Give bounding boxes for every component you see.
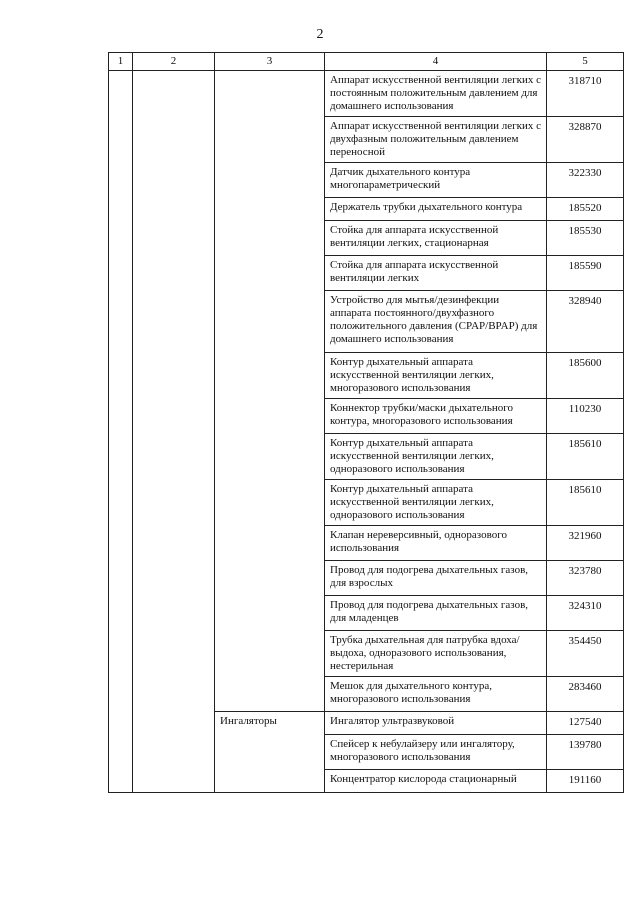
item-name: Контур дыхательный аппарата искусственной вентиляции легких, одноразового использования	[325, 434, 547, 480]
item-name: Провод для подогрева дыхательных газов, для младенцев	[325, 596, 547, 631]
item-code: 139780	[547, 735, 624, 770]
item-code: 321960	[547, 526, 624, 561]
item-code: 185590	[547, 256, 624, 291]
item-code: 185610	[547, 480, 624, 526]
item-name: Ингалятор ультразвуковой	[325, 712, 547, 735]
item-code: 127540	[547, 712, 624, 735]
item-name: Контур дыхательный аппарата искусственной вентиляции легких, многоразового использования	[325, 353, 547, 399]
col-header-2: 2	[133, 53, 215, 71]
item-code: 110230	[547, 399, 624, 434]
item-code: 191160	[547, 770, 624, 793]
item-code: 323780	[547, 561, 624, 596]
col2-cell	[133, 71, 215, 793]
col-header-5: 5	[547, 53, 624, 71]
item-code: 328870	[547, 117, 624, 163]
item-code: 185520	[547, 198, 624, 221]
device-table	[108, 52, 624, 793]
item-name: Провод для подогрева дыхательных газов, для взрослых	[325, 561, 547, 596]
item-code: 185530	[547, 221, 624, 256]
item-name: Коннектор трубки/маски дыхательного контура, многоразового использования	[325, 399, 547, 434]
item-code: 324310	[547, 596, 624, 631]
item-name: Контур дыхательный аппарата искусственной вентиляции легких, одноразового использования	[325, 480, 547, 526]
item-name: Трубка дыхательная для патрубка вдоха/выдоха, одноразового использования, нестерильная	[325, 631, 547, 677]
item-name: Датчик дыхательного контура многопараметрический	[325, 163, 547, 198]
item-code: 354450	[547, 631, 624, 677]
item-name: Стойка для аппарата искусственной вентиляции легких	[325, 256, 547, 291]
header-row	[109, 53, 624, 71]
group-label: Ингаляторы	[215, 712, 325, 793]
item-code: 283460	[547, 677, 624, 712]
item-name: Мешок для дыхательного контура, многоразового использования	[325, 677, 547, 712]
item-name: Концентратор кислорода стационарный	[325, 770, 547, 793]
col-header-4: 4	[325, 53, 547, 71]
table-row	[109, 71, 624, 117]
item-name: Клапан нереверсивный, одноразового использования	[325, 526, 547, 561]
item-code: 328940	[547, 291, 624, 353]
col3-cell	[215, 71, 325, 712]
item-code: 318710	[547, 71, 624, 117]
item-name: Устройство для мытья/дезинфекции аппарата постоянного/двухфазного положительного давления (CPAP/BPAP) для домашнего использования	[325, 291, 547, 353]
page-number: 2	[316, 27, 324, 42]
col1-cell	[109, 71, 133, 793]
col-header-3: 3	[215, 53, 325, 71]
item-name: Аппарат искусственной вентиляции легких с постоянным положительным давлением для домашнего использования	[325, 71, 547, 117]
item-name: Стойка для аппарата искусственной вентиляции легких, стационарная	[325, 221, 547, 256]
item-name: Спейсер к небулайзеру или ингалятору, многоразового использования	[325, 735, 547, 770]
item-code: 322330	[547, 163, 624, 198]
item-code: 185610	[547, 434, 624, 480]
item-code: 185600	[547, 353, 624, 399]
item-name: Аппарат искусственной вентиляции легких с двухфазным положительным давлением переносной	[325, 117, 547, 163]
item-name: Держатель трубки дыхательного контура	[325, 198, 547, 221]
col-header-1: 1	[109, 53, 133, 71]
